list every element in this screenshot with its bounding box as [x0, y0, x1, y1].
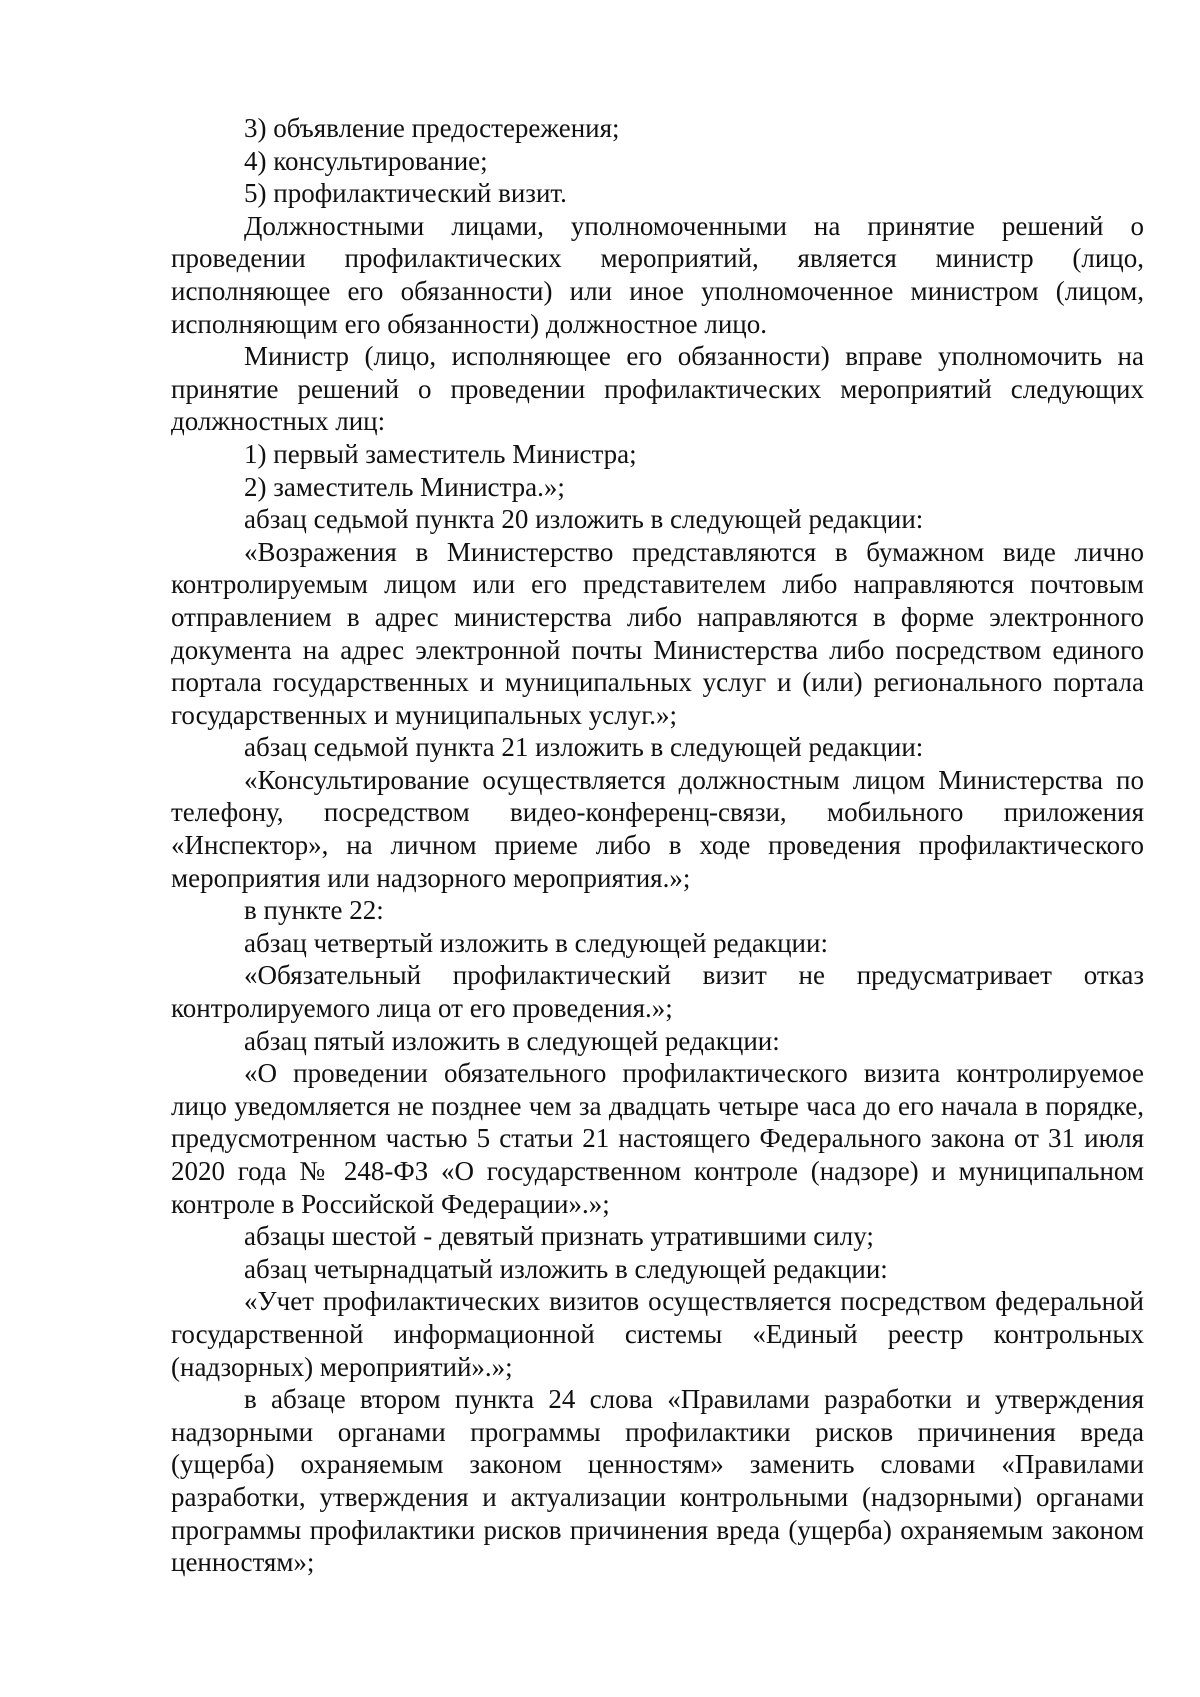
- paragraph: «О проведении обязательного профилактического визита контролируемое лицо уведомляется не позднее чем за двадцать четыре часа до его начала в порядке, предусмотренном частью 5 статьи 21 настоящего Федерального закона от 31 июля 2020 года № 248-ФЗ «О государственном контроле (надзоре) и муниципальном контроле в Российской Федерации».»;: [171, 1058, 1144, 1219]
- paragraph: абзацы шестой - девятый признать утратившими силу;: [244, 1221, 874, 1252]
- paragraph: 4) консультирование;: [244, 145, 488, 176]
- paragraph: 1) первый заместитель Министра;: [244, 438, 637, 469]
- paragraph: «Обязательный профилактический визит не предусматривает отказ контролируемого лица от его проведения.»;: [171, 960, 1144, 1024]
- paragraph: абзац пятый изложить в следующей редакции:: [244, 1025, 780, 1056]
- paragraph: в пункте 22:: [244, 895, 384, 926]
- paragraph: 2) заместитель Министра.»;: [244, 471, 565, 502]
- paragraph: Министр (лицо, исполняющее его обязанности) вправе уполномочить на принятие решений о проведении профилактических мероприятий следующих должностных лиц:: [171, 341, 1144, 437]
- paragraph: «Учет профилактических визитов осуществляется посредством федеральной государственной информационной системы «Единый реестр контрольных (надзорных) мероприятий».»;: [171, 1286, 1144, 1382]
- paragraph: 5) профилактический визит.: [244, 178, 567, 209]
- paragraph: абзац четырнадцатый изложить в следующей редакции:: [244, 1253, 888, 1284]
- paragraph: Должностными лицами, уполномоченными на принятие решений о проведении профилактических мероприятий, является министр (лицо, исполняющее его обязанности) или иное уполномоченное министром (лицом, исполняющим его обязанности) должностное лицо.: [171, 210, 1144, 339]
- paragraph: в абзаце втором пункта 24 слова «Правилами разработки и утверждения надзорными органами программы профилактики рисков причинения вреда (ущерба) охраняемым законом ценностям» заменить словами «Правилами разработки, утверждения и актуализации контрольными (надзорными) органами программы профилактики рисков причинения вреда (ущерба) охраняемым законом ценностям»;: [171, 1384, 1144, 1578]
- document-page: [171, 112, 1144, 1579]
- paragraph: «Возражения в Министерство представляются в бумажном виде лично контролируемым лицом или его представителем либо направляются почтовым отправлением в адрес министерства либо направляются в форме электронного документа на адрес электронной почты Министерства либо посредством единого портала государственных и муниципальных услуг и (или) регионального портала государственных и муниципальных услуг.»;: [171, 536, 1144, 730]
- paragraph: абзац четвертый изложить в следующей редакции:: [244, 927, 828, 958]
- paragraph: абзац седьмой пункта 20 изложить в следующей редакции:: [244, 504, 924, 535]
- paragraph: 3) объявление предостережения;: [244, 113, 620, 143]
- paragraph: «Консультирование осуществляется должностным лицом Министерства по телефону, посредством видео-конференц-связи, мобильного приложения «Инспектор», на личном приеме либо в ходе проведения профилактического мероприятия или надзорного мероприятия.»;: [171, 764, 1144, 893]
- paragraph: абзац седьмой пункта 21 изложить в следующей редакции:: [244, 732, 924, 763]
